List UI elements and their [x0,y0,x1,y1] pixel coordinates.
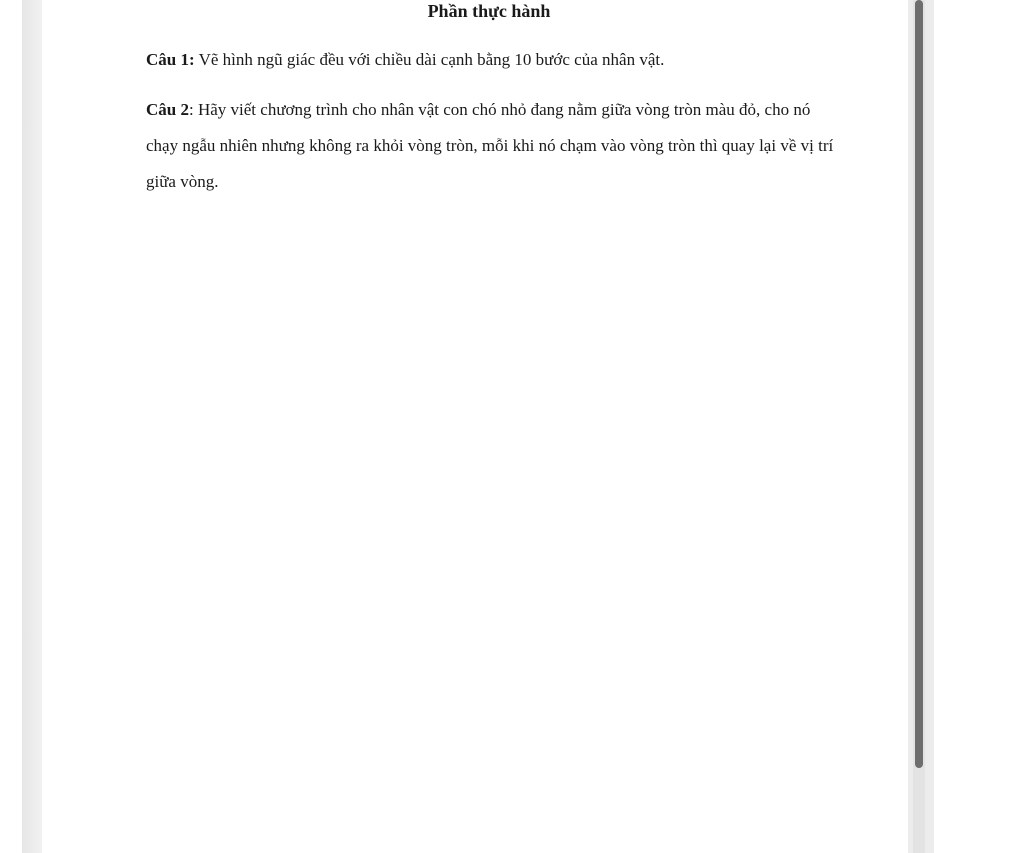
question-1-label: Câu 1: [146,50,195,69]
question-1-text: Vẽ hình ngũ giác đều với chiều dài cạnh bằng 10 bước của nhân vật. [194,50,665,69]
question-2-text: : Hãy viết chương trình cho nhân vật con chó nhỏ đang nằm giữa vòng tròn màu đỏ, cho nó chạy ngẫu nhiên nhưng không ra khỏi vòng tròn, mỗi khi nó chạm vào vòng tròn thì quay lại về vị trí giữa vòng. [146,100,834,191]
section-heading-text: Phần thực hành [427,1,551,21]
left-page-gutter [22,0,42,853]
question-2-label: Câu 2 [146,100,189,119]
vertical-scrollbar-thumb[interactable] [915,0,923,768]
question-2 [146,92,836,200]
section-heading [0,0,1024,22]
question-1 [146,42,836,78]
